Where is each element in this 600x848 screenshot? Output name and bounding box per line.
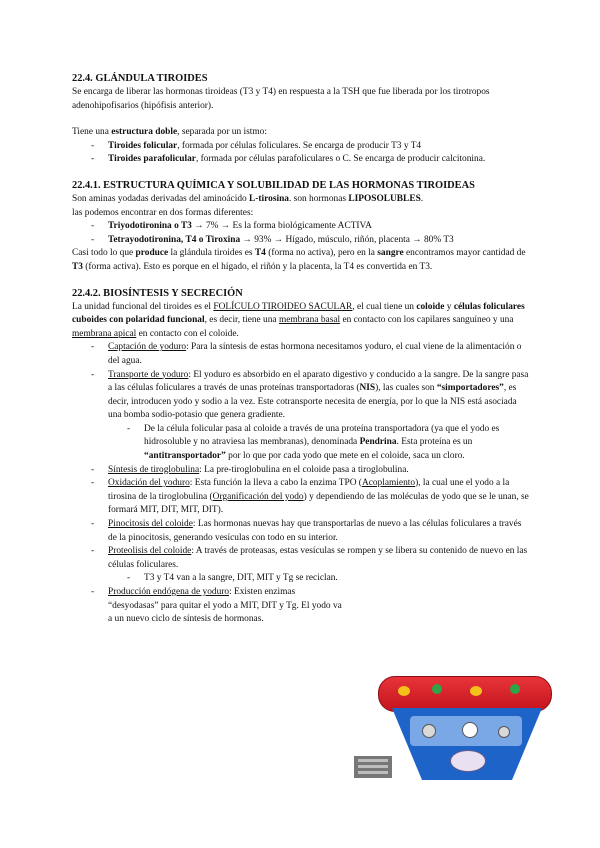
- step-transporte: - Transporte de yoduro: El yoduro es absorbido en el aparato digestivo y conducido a la sangre. De la sangre pasa a las células foliculares a través de unas proteínas transportadoras (NIS), las cuales son “simportadores”, es decir, introducen yodo y sodio a la vez. Este cotransporte necesita de energía, por lo que la NIS está asociada una bomba sodio-potasio que genera gradiente. - De la célula folicular pasa al coloide a través de una proteína transportadora (ya que el yodo es hidrosoluble y no atraviesa las membranas), denominada Pendrina. Esta proteína es un “antitransportador” por lo que por cada yodo que mete en el coloide, saca un cloro.: [108, 369, 532, 464]
- step-captacion: - Captación de yoduro: Para la síntesis de estas hormona necesitamos yoduro, el cual viene de la alimentación o del agua.: [108, 341, 532, 368]
- proteolisis-sublist: [108, 572, 532, 586]
- document-page: [72, 72, 532, 627]
- intro-paragraph: Se encarga de liberar las hormonas tiroideas (T3 y T4) en respuesta a la TSH que fue liberada por los tirotropos adenohipofisarios (hipófisis anterior).: [72, 87, 490, 111]
- vesicle-shape: [462, 722, 478, 738]
- substep-t3t4: - T3 y T4 van a la sangre, DIT, MIT y Tg se reciclan.: [144, 572, 344, 586]
- nucleus-shape: [450, 750, 486, 772]
- folicle-paragraph: La unidad funcional del tiroides es el FOLÍCULO TIROIDEO SACULAR, el cual tiene un coloide y células foliculares cuboides con polaridad funcional, es decir, tiene una membrana basal en contacto con los capilares sanguíneo y una membrana apical en contacto con el coloide.: [72, 301, 525, 339]
- forms-list: [72, 220, 532, 247]
- substep-pendrina: - De la célula folicular pasa al coloide a través de una proteína transportadora (ya que el yodo es hidrosoluble y no atraviesa las membranas), denominada Pendrina. Esta proteína es un “antitransportador” por lo que por cada yodo que mete en el coloide, saca un cloro.: [144, 423, 532, 464]
- step-produccion: - Producción endógena de yoduro: Existen enzimas “desyodasas” para quitar el yodo a MIT, DIT y Tg. El yodo va a un nuevo ciclo de síntesis de hormonas.: [108, 586, 342, 627]
- molecule-dot: [510, 684, 520, 694]
- list-item: - Tiroides parafolicular, formada por células parafoliculares o C. Se encarga de producir calcitonina.: [108, 153, 532, 167]
- vesicle-shape: [422, 724, 436, 738]
- thyroid-follicle-diagram: [370, 672, 560, 782]
- biosynthesis-steps-end: [72, 586, 532, 627]
- molecule-dot: [470, 686, 482, 696]
- step-sintesis: - Síntesis de tiroglobulina: La pre-tiroglobulina en el coloide pasa a tiroglobulina.: [108, 464, 532, 478]
- forms-intro: las podemos encontrar en dos formas diferentes:: [72, 207, 254, 218]
- section-title-biosintesis: 22.4.2. BIOSÍNTESIS Y SECRECIÓN: [72, 287, 243, 299]
- section-title-estructura-quimica: 22.4.1. ESTRUCTURA QUÍMICA Y SOLUBILIDAD DE LAS HORMONAS TIROIDEAS: [72, 179, 475, 191]
- structure-list: [72, 140, 532, 167]
- biosynthesis-steps: [72, 341, 532, 586]
- step-proteolisis: - Proteolisis del coloide: A través de proteasas, estas vesículas se rompen y se libera su contenido de nuevo en las células foliculares. - T3 y T4 van a la sangre, DIT, MIT y Tg se reciclan.: [108, 545, 532, 586]
- step-oxidacion: - Oxidación del yoduro: Esta función la lleva a cabo la enzima TPO (Acoplamiento), la cual une el yodo a la tirosina de la tiroglobulina (Organificación del yodo) y dependiendo de las moléculas de yodo que se le unan, se formará MIT, DIT, MIT, DIT).: [108, 477, 532, 518]
- structure-paragraph: Tiene una estructura doble, separada por un istmo:: [72, 127, 267, 138]
- list-item: - Tetrayodotironina, T4 o Tiroxina → 93% → Hígado, músculo, riñón, placenta → 80% T3: [108, 234, 532, 248]
- list-item: - Tiroides folicular, formada por células foliculares. Se encarga de producir T3 y T4: [108, 140, 532, 154]
- conversion-paragraph: Casi todo lo que produce la glándula tiroides es T4 (forma no activa), pero en la sangre encontramos mayor cantidad de T3 (forma activa). Esto es porque en el hígado, el riñón y la placenta, la T4 es convertida en T3.: [72, 248, 526, 272]
- transporte-sublist: [108, 423, 532, 464]
- molecule-dot: [398, 686, 410, 696]
- legend-box: [354, 756, 392, 778]
- section-title-glandula-tiroides: 22.4. GLÁNDULA TIROIDES: [72, 73, 208, 84]
- molecule-dot: [432, 684, 442, 694]
- list-item: - Triyodotironina o T3 → 7% → Es la forma biológicamente ACTIVA: [108, 220, 532, 234]
- chemistry-paragraph: Son aminas yodadas derivadas del aminoácido L-tirosina. son hormonas LIPOSOLUBLES.: [72, 193, 424, 204]
- vesicle-shape: [498, 726, 510, 738]
- step-pinocitosis: - Pinocitosis del coloide: Las hormonas nuevas hay que transportarlas de nuevo a las células foliculares a través de la pinocitosis, generando vesículas con todo en su interior.: [108, 518, 532, 545]
